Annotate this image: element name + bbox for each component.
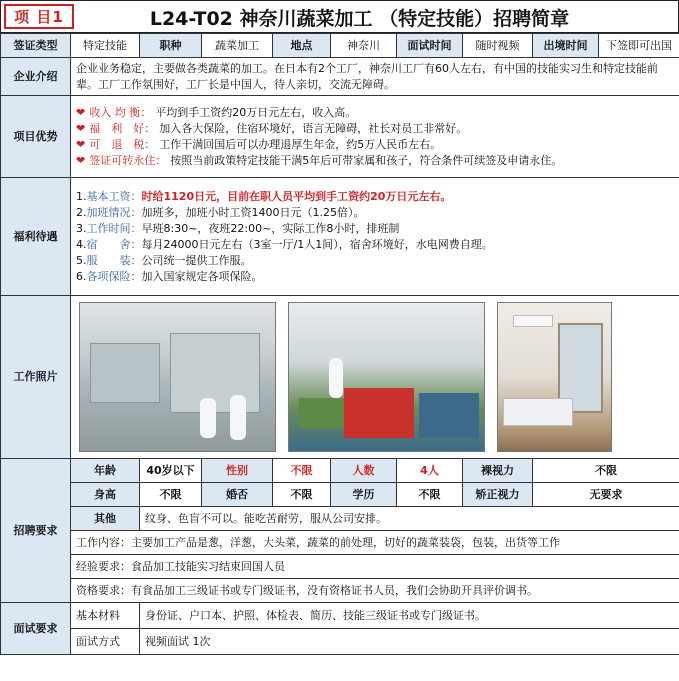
page-title: L24-T02 神奈川蔬菜加工 （特定技能）招聘简章 <box>149 8 570 30</box>
visa-row <box>1 34 679 58</box>
heart-icon: ❤ <box>76 105 86 119</box>
job-value: 蔬菜加工 <box>202 34 273 58</box>
welfare-item: 6.各项保险：加入国家规定各项保险。 <box>76 269 263 283</box>
header <box>0 0 679 33</box>
advantage-item: ❤ 福 利 好： 加入各大保险，住宿环境好，语言无障碍，社长对员工非常好。 <box>76 121 468 135</box>
advantages-label: 项目优势 <box>1 96 71 178</box>
depart-time-value: 下签即可出国 <box>599 34 679 58</box>
interview-row-1: 面试要求 基本材料 身份证、户口本、护照、体检表、简历、技能三级证书或专门级证书。 <box>1 603 679 629</box>
dormitory-photo <box>497 302 612 452</box>
welfare-item: 5.服 装：公司统一提供工作服。 <box>76 253 252 267</box>
company-text: 企业业务稳定，主要做各类蔬菜的加工。在日本有2个工厂，神奈川工厂有60人左右，有中国的技能实习生和特定技能前辈。工厂工作氛围好，工厂长是中国人，待人亲切，交流无障碍。 <box>71 58 679 96</box>
heart-icon: ❤ <box>76 121 86 135</box>
place-label: 地点 <box>273 34 331 58</box>
place-value: 神奈川 <box>331 34 397 58</box>
company-row <box>1 58 679 96</box>
req-row-4: 工作内容：主要加工产品是葱，洋葱，大头菜，蔬菜的前处理，切好的蔬菜装袋，包装，出货等工作 <box>1 531 679 555</box>
photos-label: 工作照片 <box>1 296 71 459</box>
advantages-list <box>71 96 679 178</box>
req-row-1: 招聘要求 年龄 40岁以下 性别 不限 人数 4人 裸视力 不限 <box>1 459 679 483</box>
interview-label: 面试要求 <box>1 603 71 655</box>
req-row-3: 其他 纹身、色盲不可以。能吃苦耐劳，服从公司安排。 <box>1 507 679 531</box>
visa-value: 特定技能 <box>71 34 140 58</box>
company-label: 企业介绍 <box>1 58 71 96</box>
visa-label: 签证类型 <box>1 34 71 58</box>
welfare-list <box>71 178 679 296</box>
factory-photo-1 <box>79 302 276 452</box>
heart-icon: ❤ <box>76 153 86 167</box>
welfare-item: 3.工作时间：早班8:30~，夜班22:00~，实际工作8小时，排班制 <box>76 221 400 235</box>
interview-time-label: 面试时间 <box>397 34 463 58</box>
welfare-item: 2.加班情况：加班多，加班小时工资1400日元（1.25倍）。 <box>76 205 365 219</box>
requirements-label: 招聘要求 <box>1 459 71 603</box>
advantage-item: ❤ 签证可转永住： 按照当前政策特定技能干满5年后可带家属和孩子，符合条件可续签及申请永住。 <box>76 153 563 167</box>
advantage-item: ❤ 可 退 税： 工作干满回国后可以办理退厚生年金，约5万人民币左右。 <box>76 137 442 151</box>
advantages-row <box>1 96 679 178</box>
job-label: 职种 <box>140 34 202 58</box>
interview-row-2: 面试方式 视频面试 1次 <box>1 629 679 655</box>
advantage-item: ❤ 收入 均 衡： 平均到手工资约20万日元左右，收入高。 <box>76 105 357 119</box>
welfare-item: 4.宿 舍：每月24000日元左右（3室一厅/1人1间），宿舍环境好，水电网费自理。 <box>76 237 493 251</box>
heart-icon: ❤ <box>76 137 86 151</box>
photos-area <box>71 296 679 459</box>
req-row-5: 经验要求：食品加工技能实习结束回国人员 <box>1 555 679 579</box>
project-badge: 项 目1 <box>4 4 74 29</box>
factory-photo-2 <box>288 302 485 452</box>
interview-time-value: 随时视频 <box>463 34 533 58</box>
depart-time-label: 出境时间 <box>533 34 599 58</box>
req-row-2: 身高 不限 婚否 不限 学历 不限 矫正视力 无要求 <box>1 483 679 507</box>
photos-row <box>1 296 679 459</box>
req-row-6: 资格要求：有食品加工三级证书或专门级证书，没有资格证书人员，我们会协助开具评价调书。 <box>1 579 679 603</box>
main-table <box>0 33 679 655</box>
welfare-label: 福利待遇 <box>1 178 71 296</box>
welfare-item: 1.基本工资：时给1120日元，目前在职人员平均到手工资约20万日元左右。 <box>76 189 452 203</box>
welfare-row <box>1 178 679 296</box>
